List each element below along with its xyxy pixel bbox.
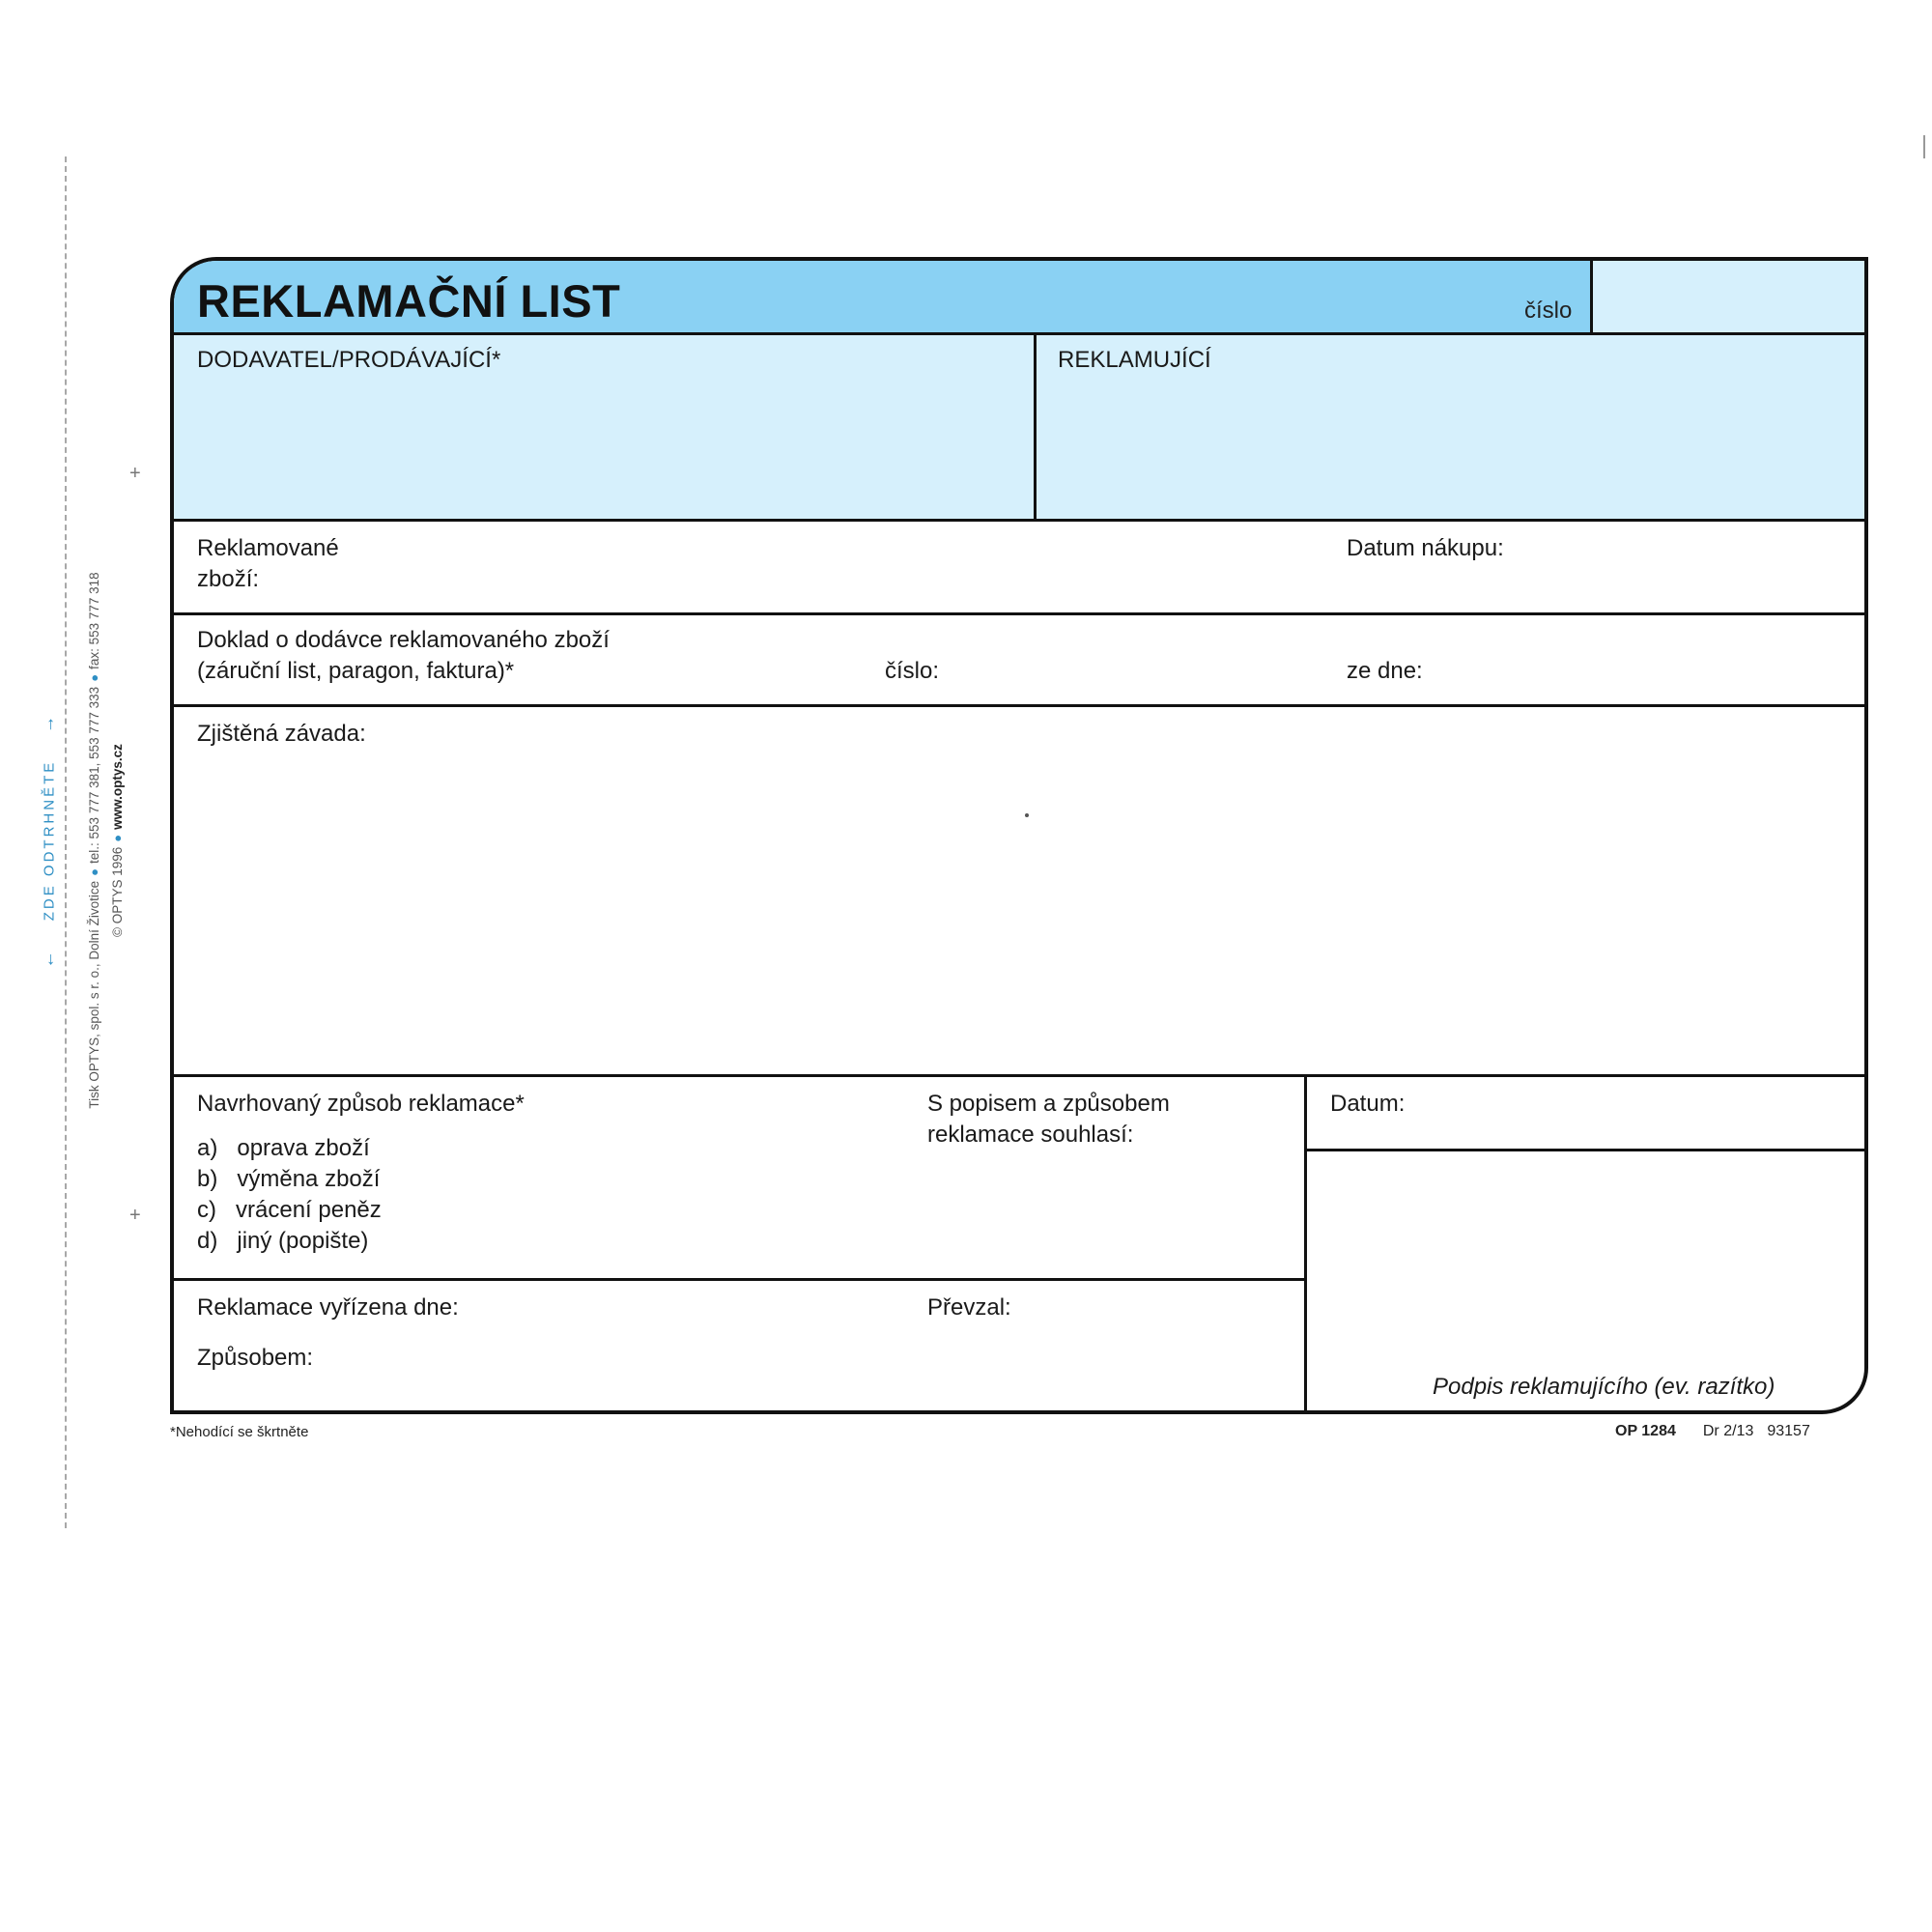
doc-label-2: (záruční list, paragon, faktura)* [197,658,515,684]
bullet-icon: ● [87,867,101,876]
printer-line-2 [106,572,129,1108]
option-key: d) [197,1228,218,1254]
bullet-icon: ● [110,834,125,842]
claimant-label: REKLAMUJÍCÍ [1058,347,1211,373]
goods-label-2: zboží: [197,566,260,592]
tear-line [65,156,67,1528]
signature-field[interactable] [1307,1151,1868,1414]
doc-number-label: číslo: [885,658,940,684]
form-code-number: OP 1284 [1615,1423,1676,1439]
form-serial: 93157 [1767,1423,1810,1439]
supplier-label: DODAVATEL/PRODÁVAJÍCÍ* [197,347,501,373]
printer-phone: tel.: 553 777 381, 553 777 333 [87,686,101,864]
form-revision: Dr 2/13 [1702,1423,1754,1439]
option-text: jiný (popište) [237,1228,369,1254]
form-code [1615,1423,1810,1440]
resolved-label: Reklamace vyřízena dne: [197,1294,459,1321]
document-row[interactable] [174,615,1868,704]
bullet-icon: ● [87,673,101,682]
print-speck [1025,813,1029,817]
option-text: oprava zboží [237,1135,370,1161]
resolution-section[interactable] [174,1281,1304,1414]
agree-label-2: reklamace souhlasí: [927,1122,1134,1148]
printer-fax: fax: 553 777 318 [87,572,101,669]
complaint-form [170,257,1868,1414]
form-title: REKLAMAČNÍ LIST [197,275,621,327]
goods-row[interactable] [174,522,1868,612]
arrow-right-icon: → [38,712,58,733]
printer-copyright: © OPTYS 1996 [110,846,125,937]
date-field[interactable] [1307,1077,1868,1149]
tear-label-text: ZDE ODTRHNĚTE [41,759,58,922]
option-d[interactable] [197,1226,368,1257]
footnote: *Nehodící se škrtněte [170,1424,309,1440]
option-key: a) [197,1135,218,1161]
doc-date-label: ze dne: [1347,658,1423,684]
registration-cross-icon: + [129,1205,141,1226]
option-text: výměna zboží [237,1166,381,1192]
form-number-label: číslo [1524,298,1573,324]
method-section [174,1077,1304,1278]
defect-field[interactable] [174,707,1868,1074]
printer-company: Tisk OPTYS, spol. s r. o., Dolní Životice [87,880,101,1109]
option-a[interactable] [197,1133,370,1164]
option-c[interactable] [197,1195,382,1226]
doc-label-1: Doklad o dodávce reklamovaného zboží [197,627,610,653]
purchase-date-label: Datum nákupu: [1347,535,1504,561]
printer-imprint [83,572,129,1108]
printer-line-1 [83,572,106,1108]
title-band [174,261,1590,332]
method-label: Navrhovaný způsob reklamace* [197,1091,525,1117]
signature-label: Podpis reklamujícího (ev. razítko) [1433,1374,1776,1400]
arrow-left-icon: ← [38,948,58,969]
supplier-field[interactable] [174,335,1034,519]
form-number-field[interactable] [1593,261,1868,332]
option-b[interactable] [197,1164,380,1195]
option-key: c) [197,1197,216,1223]
agree-label-1: S popisem a způsobem [927,1091,1170,1117]
edge-mark [1923,135,1925,158]
received-label: Převzal: [927,1294,1011,1321]
defect-label: Zjištěná závada: [197,721,366,747]
option-key: b) [197,1166,218,1192]
claimant-field[interactable] [1037,335,1868,519]
tear-label [39,686,59,996]
option-text: vrácení peněz [236,1197,382,1223]
manner-label: Způsobem: [197,1345,314,1371]
date-label: Datum: [1330,1091,1406,1117]
goods-label-1: Reklamované [197,535,339,561]
printer-web: www.optys.cz [110,744,125,830]
registration-cross-icon: + [129,463,141,484]
